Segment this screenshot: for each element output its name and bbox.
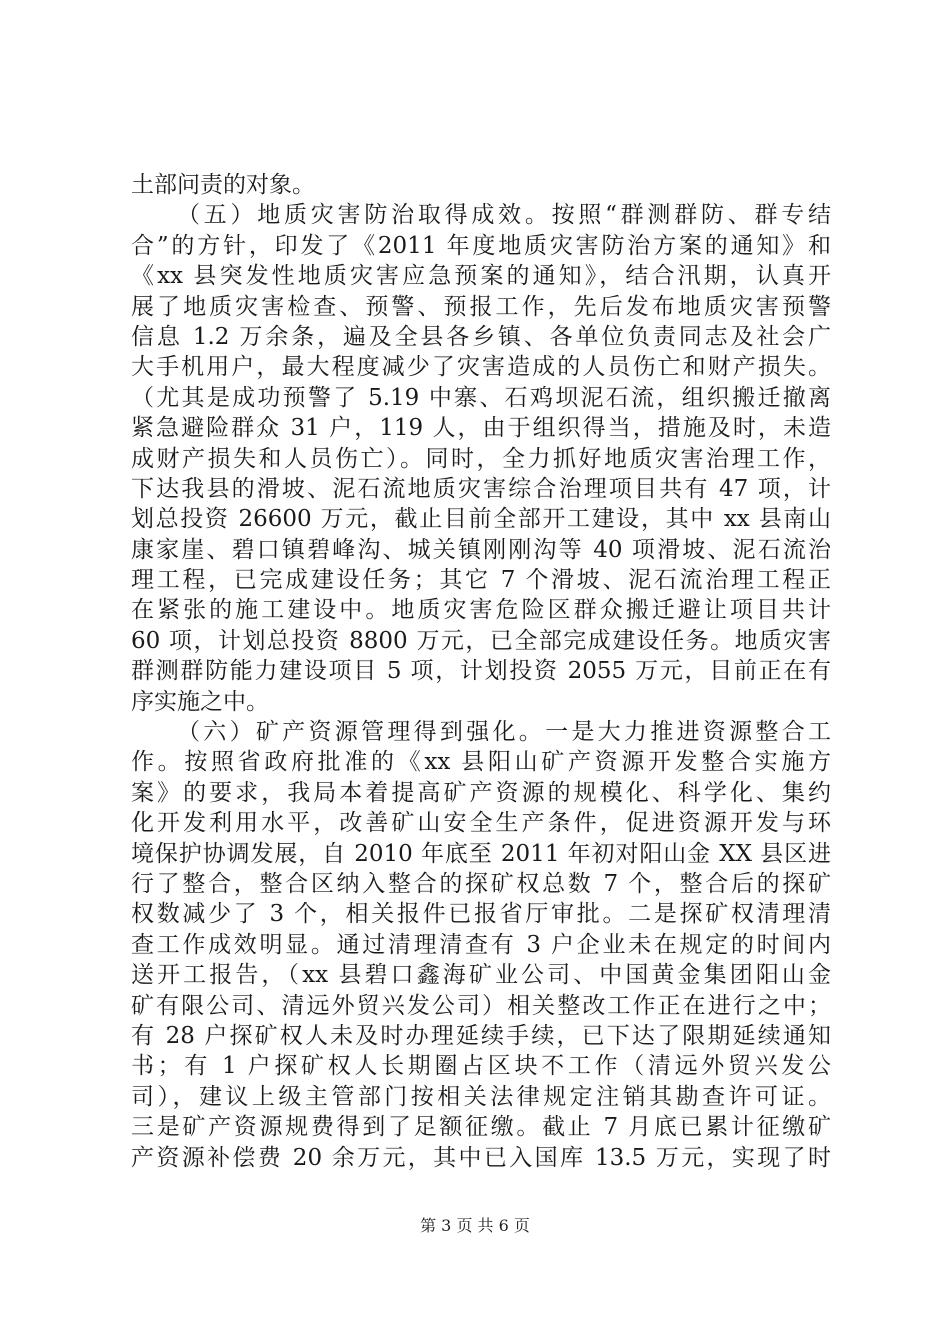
- text-line: （五）地质灾害防治取得成效。按照“群测群防、群专结: [177, 202, 831, 229]
- text-line: 有 28 户探矿权人未及时办理延续手续，已下达了限期延续通知: [131, 1022, 831, 1049]
- text-line: 矿有限公司、清远外贸兴发公司）相关整改工作正在进行之中；: [131, 992, 831, 1019]
- text-line: 在紧张的施工建设中。地质灾害危险区群众搬迁避让项目共计: [131, 597, 831, 624]
- body-text: [131, 170, 831, 1173]
- text-line: 查工作成效明显。通过清理清查有 3 户企业未在规定的时间内: [131, 931, 831, 958]
- text-line: 权数减少了 3 个，相关报件已报省厅审批。二是探矿权清理清: [131, 901, 831, 928]
- text-line: （尤其是成功预警了 5.19 中寨、石鸡坝泥石流，组织搬迁撤离: [131, 384, 831, 411]
- text-line: 60 项，计划总投资 8800 万元，已全部完成建设任务。地质灾害: [131, 627, 831, 654]
- text-line: 书；有 1 户探矿权人长期圈占区块不工作（清远外贸兴发公: [131, 1053, 831, 1080]
- text-line: 群测群防能力建设项目 5 项，计划投资 2055 万元，目前正在有: [131, 658, 831, 685]
- page-number: 第 3 页 共 6 页: [420, 1216, 530, 1235]
- text-line: 成财产损失和人员伤亡）。同时，全力抓好地质灾害治理工作，: [131, 445, 831, 472]
- text-line: 境保护协调发展，自 2010 年底至 2011 年初对阳山金 XX 县区进: [131, 840, 831, 867]
- text-line: 序实施之中。: [131, 688, 269, 715]
- text-line: 紧急避险群众 31 户，119 人，由于组织得当，措施及时，未造: [131, 415, 831, 442]
- text-line: 康家崖、碧口镇碧峰沟、城关镇刚刚沟等 40 项滑坡、泥石流治: [131, 536, 831, 563]
- text-line: 作。按照省政府批准的《xx 县阳山矿产资源开发整合实施方: [131, 749, 831, 776]
- text-line: 信息 1.2 万余条，遍及全县各乡镇、各单位负责同志及社会广: [131, 323, 831, 350]
- text-line: 案》的要求，我局本着提高矿产资源的规模化、科学化、集约: [131, 779, 831, 806]
- text-line: 三是矿产资源规费得到了足额征缴。截止 7 月底已累计征缴矿: [131, 1114, 831, 1141]
- text-line: 化开发利用水平，改善矿山安全生产条件，促进资源开发与环: [131, 810, 831, 837]
- text-line: 送开工报告，（xx 县碧口鑫海矿业公司、中国黄金集团阳山金: [131, 962, 831, 989]
- text-line: 行了整合，整合区纳入整合的探矿权总数 7 个，整合后的探矿: [131, 870, 831, 897]
- text-line: 产资源补偿费 20 余万元，其中已入国库 13.5 万元，实现了时: [131, 1144, 831, 1171]
- text-line: 下达我县的滑坡、泥石流地质灾害综合治理项目共有 47 项，计: [131, 475, 831, 502]
- text-line: 大手机用户，最大程度减少了灾害造成的人员伤亡和财产损失。: [131, 354, 831, 381]
- text-line: 《xx 县突发性地质灾害应急预案的通知》，结合汛期，认真开: [131, 263, 831, 290]
- text-line: 理工程，已完成建设任务；其它 7 个滑坡、泥石流治理工程正: [131, 567, 831, 594]
- text-line: 司），建议上级主管部门按相关法律规定注销其勘查许可证。: [131, 1083, 831, 1110]
- text-line: 展了地质灾害检查、预警、预报工作，先后发布地质灾害预警: [131, 293, 831, 320]
- text-line: （六）矿产资源管理得到强化。一是大力推进资源整合工: [177, 719, 831, 746]
- text-line: 土部问责的对象。: [131, 172, 315, 198]
- text-line: 合”的方针，印发了《2011 年度地质灾害防治方案的通知》和: [131, 232, 831, 259]
- text-line: 划总投资 26600 万元，截止目前全部开工建设，其中 xx 县南山: [131, 506, 831, 533]
